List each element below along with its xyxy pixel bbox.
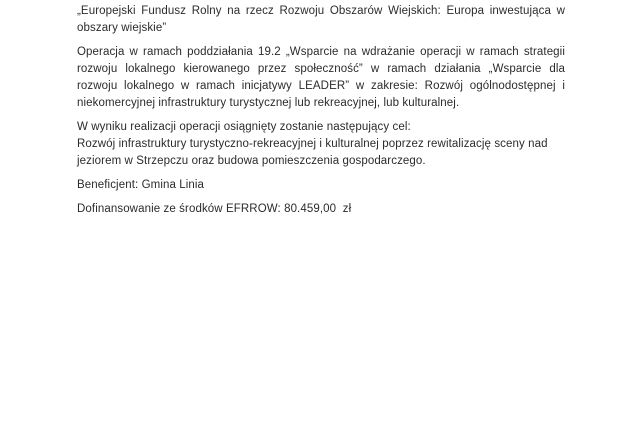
paragraph-funding: Dofinansowanie ze środków EFRROW: 80.459,00 zł [77,203,352,215]
document-body [77,3,565,218]
paragraph-beneficiary: Beneficjent: Gmina Linia [77,179,205,191]
paragraph-efrrow-header-quote: „Europejski Fundusz Rolny na rzecz Rozwoju Obszarów Wiejskich: Europa inwestująca w obszary wiejskie” [77,5,565,34]
paragraph-operation-description: Operacja w ramach poddziałania 19.2 „Wsparcie na wdrażanie operacji w ramach strategii rozwoju lokalnego kierowanego przez społeczność” w ramach działania „Wsparcie dla rozwoju lokalnego w ramach inicjatywy LEADER” w zakresie: Rozwój ogólnodostępnej i niekomercyjnej infrastruktury turystycznej lub rekreacyjnej, lub kulturalnej. [77,46,565,109]
goal-description-line: Rozwój infrastruktury turystyczno-rekreacyjnej i kulturalnej poprzez rewitalizację sceny nad jeziorem w Strzepczu oraz budowa pomieszczenia gospodarczego. [77,138,548,167]
paragraph-goal [77,119,565,170]
goal-intro-line: W wyniku realizacji operacji osiągnięty zostanie następujący cel: [77,121,411,133]
